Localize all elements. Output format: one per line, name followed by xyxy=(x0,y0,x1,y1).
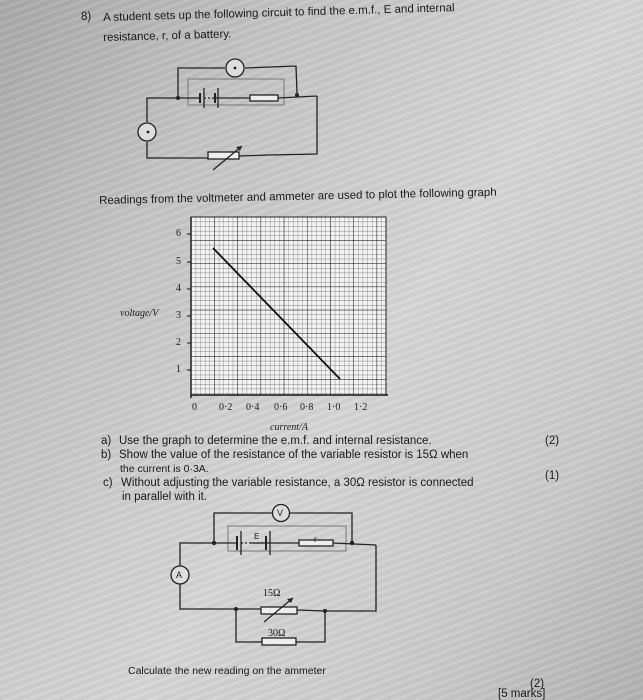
y-tick-3: 3 xyxy=(176,310,181,321)
y-tick-2: 2 xyxy=(176,337,181,348)
x-tick-0-4: 0·4 xyxy=(246,402,260,413)
y-tick-1: 1 xyxy=(176,364,181,375)
y-axis-label: voltage/V xyxy=(120,308,159,319)
x-tick-0-6: 0·6 xyxy=(274,402,288,413)
part-a-marks: (2) xyxy=(545,435,560,447)
part-c-text-line1: Without adjusting the variable resistance, a 30Ω resistor is connected xyxy=(121,477,474,489)
question-number: 8) xyxy=(81,11,92,23)
voltmeter-label-2: V xyxy=(277,508,284,518)
part-b-text-line2: the current is 0·3A. xyxy=(120,463,209,475)
y-tick-6: 6 xyxy=(176,228,181,239)
variable-resistor-label: 15Ω xyxy=(263,588,281,599)
part-c-label: c) xyxy=(103,477,113,489)
graph-intro-text: Readings from the voltmeter and ammeter are used to plot the following graph xyxy=(99,186,497,207)
part-a-text: Use the graph to determine the e.m.f. and internal resistance. xyxy=(119,435,432,447)
x-tick-0-2: 0·2 xyxy=(219,402,233,413)
ammeter-label-2: A xyxy=(176,570,183,580)
part-c-text-line2: in parallel with it. xyxy=(122,491,208,503)
parallel-resistor-label: 30Ω xyxy=(268,628,286,639)
question-intro-line1: A student sets up the following circuit to find the e.m.f., E and internal xyxy=(103,2,455,24)
total-marks: [5 marks] xyxy=(498,688,546,700)
x-tick-1-0: 1·0 xyxy=(327,402,341,413)
part-a-label: a) xyxy=(101,435,112,447)
x-tick-0-8: 0·8 xyxy=(300,402,314,413)
cell-label-2: E xyxy=(254,532,260,541)
x-tick-1-2: 1·2 xyxy=(354,402,368,413)
final-marks: (2) xyxy=(530,678,545,690)
y-tick-5: 5 xyxy=(176,256,181,267)
y-tick-4: 4 xyxy=(176,283,181,294)
question-intro-line2: resistance, r, of a battery. xyxy=(103,28,232,44)
part-b-label: b) xyxy=(101,449,112,461)
x-tick-0: 0 xyxy=(192,402,197,413)
internal-resistor-label-2: r xyxy=(314,535,317,544)
part-b-marks: (1) xyxy=(545,470,560,482)
part-b-text-line1: Show the value of the resistance of the variable resistor is 15Ω when xyxy=(119,449,469,461)
final-prompt: Calculate the new reading on the ammeter xyxy=(128,665,326,677)
x-axis-label: current/A xyxy=(270,422,308,433)
